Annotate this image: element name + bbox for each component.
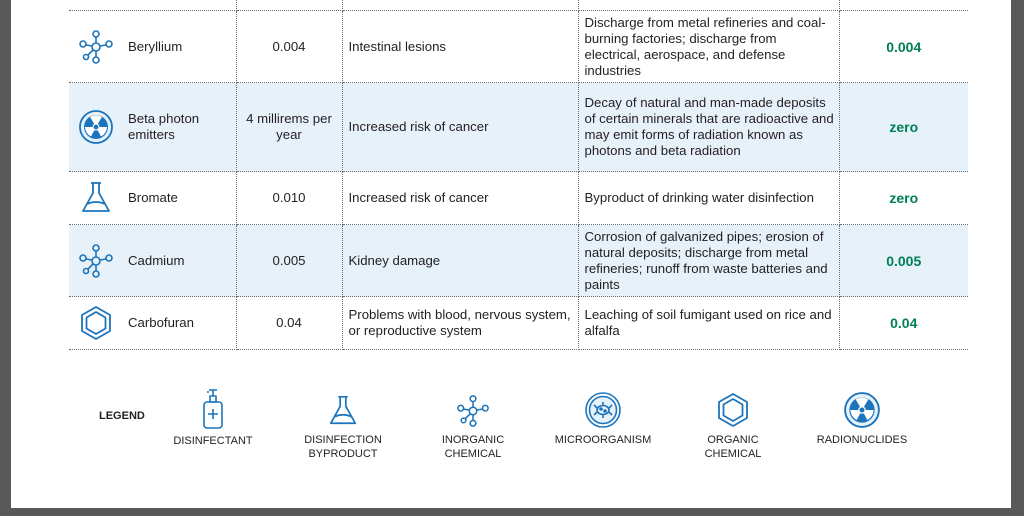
mcl-value: 0.004 bbox=[236, 11, 342, 83]
disinfection-byproduct-icon bbox=[326, 393, 360, 429]
disinfectant-icon bbox=[201, 388, 225, 430]
microorganism-icon bbox=[584, 391, 622, 429]
table-row bbox=[69, 297, 968, 350]
table-row bbox=[69, 83, 968, 172]
table-row bbox=[69, 172, 968, 225]
health-effects: Increased risk of cancer bbox=[342, 172, 578, 225]
legend-item-inorganic-chemical bbox=[431, 393, 515, 461]
goal-value: zero bbox=[839, 172, 968, 225]
mcl-value: 4 millirems per year bbox=[236, 83, 342, 172]
radionuclides-icon bbox=[78, 109, 114, 145]
source-text: Discharge from metal refineries and coal-burning factories; discharge from electrical, aerospace, and defense industries bbox=[578, 11, 839, 83]
legend-item-disinfection-byproduct bbox=[291, 393, 395, 461]
disinfection-byproduct-icon bbox=[78, 180, 114, 216]
source-text: Corrosion of galvanized pipes; erosion of natural deposits; discharge from metal refineries; runoff from waste batteries and paints bbox=[578, 225, 839, 297]
table-row bbox=[69, 11, 968, 83]
contaminant-name: Carbofuran bbox=[128, 315, 194, 330]
legend-label: RADIONUCLIDES bbox=[816, 434, 908, 446]
legend-label: DISINFECTION BYPRODUCT bbox=[304, 434, 382, 460]
legend-item-disinfectant bbox=[163, 388, 263, 448]
mcl-value: 0.010 bbox=[236, 172, 342, 225]
contaminant-name: Bromate bbox=[128, 190, 178, 205]
legend-title: LEGEND bbox=[99, 410, 145, 422]
source-text: Byproduct of drinking water disinfection bbox=[578, 172, 839, 225]
legend-item-radionuclides bbox=[805, 391, 919, 447]
document-page bbox=[11, 0, 1011, 508]
legend-label: INORGANIC CHEMICAL bbox=[441, 434, 505, 460]
source-text: Decay of natural and man-made deposits of certain minerals that are radioactive and may emit forms of radiation known as photons and beta radiation bbox=[578, 83, 839, 172]
mcl-value: 0.005 bbox=[236, 225, 342, 297]
organic-chemical-icon bbox=[78, 305, 114, 341]
goal-value: 0.04 bbox=[839, 297, 968, 350]
contaminant-name: Beryllium bbox=[128, 38, 183, 54]
contaminant-table bbox=[69, 0, 968, 350]
legend-label: MICROORGANISM bbox=[554, 434, 652, 446]
inorganic-chemical-icon bbox=[78, 29, 114, 65]
table-row bbox=[69, 225, 968, 297]
health-effects: Increased risk of cancer bbox=[342, 83, 578, 172]
inorganic-chemical-icon bbox=[456, 393, 490, 429]
inorganic-chemical-icon bbox=[78, 243, 114, 279]
health-effects: Intestinal lesions bbox=[342, 11, 578, 83]
health-effects: Kidney damage bbox=[342, 225, 578, 297]
legend-label: ORGANIC CHEMICAL bbox=[704, 434, 762, 460]
legend-item-organic-chemical bbox=[696, 391, 770, 461]
source-text: Leaching of soil fumigant used on rice and alfalfa bbox=[578, 297, 839, 350]
goal-value: 0.005 bbox=[839, 225, 968, 297]
table-row-partial bbox=[69, 0, 968, 11]
contaminant-name: Beta photon emitters bbox=[128, 111, 200, 142]
goal-value: 0.004 bbox=[839, 11, 968, 83]
mcl-value: 0.04 bbox=[236, 297, 342, 350]
legend-item-microorganism bbox=[546, 391, 660, 447]
legend-label: DISINFECTANT bbox=[173, 435, 253, 447]
goal-value: zero bbox=[839, 83, 968, 172]
organic-chemical-icon bbox=[715, 391, 751, 429]
health-effects: Problems with blood, nervous system, or reproductive system bbox=[342, 297, 578, 350]
contaminant-name: Cadmium bbox=[128, 252, 185, 268]
radionuclides-icon bbox=[843, 391, 881, 429]
